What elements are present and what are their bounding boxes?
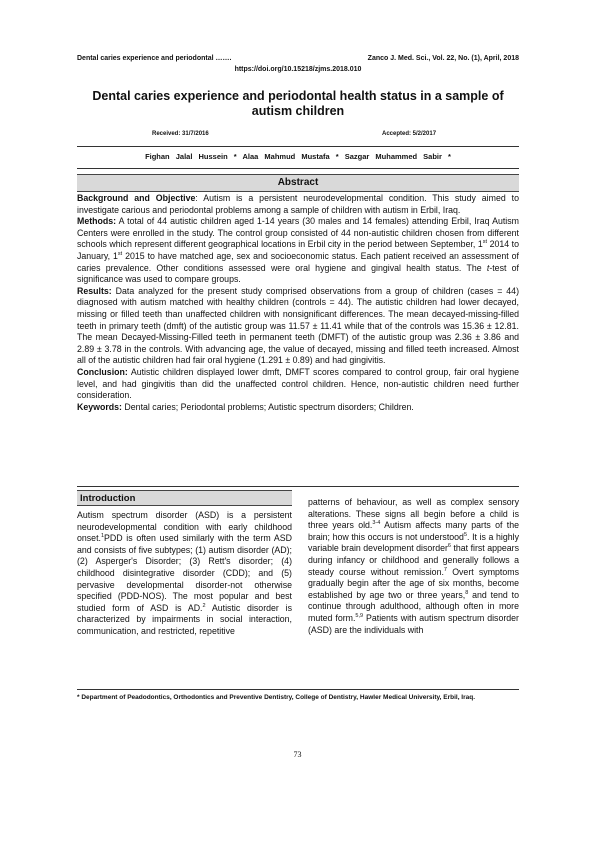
intro-text: Overt symptoms gradually begin after the age of six months, become established by age two or three years, (308, 566, 519, 600)
doi-link[interactable]: https://doi.org/10.15218/zjms.2018.010 (234, 66, 362, 73)
abstract-conclusion (77, 367, 519, 402)
journal-citation: Zanco J. Med. Sci., Vol. 22, No. (1), April, 2018 (367, 55, 519, 62)
methods-text: 2014 to January, 1 (77, 239, 520, 261)
methods-italic: t (486, 262, 490, 273)
citation-ref: 3-4 (372, 520, 381, 527)
introduction-column-1 (77, 510, 292, 638)
accepted-date: Accepted: 5/2/2017 (382, 131, 437, 137)
background-text: : Autism is a persistent neurodevelopmental condition. This study aimed to investigate carious and periodontal problems among a sample of children with autism in Erbil, Iraq. (77, 193, 519, 215)
abstract-body (77, 193, 519, 413)
superscript: st (482, 239, 488, 246)
divider-top (77, 146, 519, 147)
intro-text: . It is a highly variable brain development disorder (308, 531, 520, 554)
abstract-background (77, 193, 519, 216)
paper-title: Dental caries experience and periodontal health status in a sample of autism children (92, 89, 504, 118)
background-label: Background and Objective (77, 193, 196, 203)
citation-ref: 8 (465, 589, 469, 596)
conclusion-text: Autistic children displayed lower dmft, DMFT scores compared to control group, fair oral hygiene level, and had gingivitis than did the unaffected control children. Hence, non-autistic children need further consideration. (77, 366, 519, 401)
methods-label: Methods: (77, 216, 117, 227)
citation-ref: 6 (447, 543, 451, 550)
divider-abstract (77, 486, 519, 487)
intro-text: Patients with autism spectrum disorder (ASD) are the individuals with (308, 612, 519, 635)
abstract-methods (77, 216, 519, 286)
methods-text: A total of 44 autistic children aged 1-14 years (30 males and 14 females) attending Erbil, Iraq Autism Centers were enrolled in the study. The control group consisted of 44 non-autistic children chosen from different schools which represent different geographical locations in Erbil city in the period between September, 1 (77, 216, 519, 250)
intro-text: and tend to continue through adulthood, although often in more muted form. (308, 589, 520, 623)
intro-text: Autistic disorder is characterized by impairments in social interaction, communication, and restricted, repetitive (77, 602, 292, 636)
keywords-text: Dental caries; Periodontal problems; Autistic spectrum disorders; Children. (121, 401, 414, 412)
superscript: st (117, 251, 123, 258)
citation-ref: 1 (100, 533, 105, 540)
citation-ref: 5 (463, 531, 468, 538)
intro-text: Autism affects many parts of the brain; how this occurs is not understood (308, 520, 519, 542)
intro-text: patterns of behaviour, as well as complex sensory alterations. These signs all begin before a child is three years old. (308, 497, 519, 531)
citation-ref: 5,9 (355, 613, 364, 620)
page-number: 73 (293, 750, 302, 759)
authors: Fighan Jalal Hussein * Alaa Mahmud Mustafa * Sazgar Muhammed Sabir * (145, 152, 451, 161)
footnote-divider (77, 689, 519, 690)
conclusion-label: Conclusion: (77, 366, 128, 377)
methods-text: 2015 to have matched age, sex and socioeconomic status. Each patient received an assessment of caries prevalence. Other conditions assessed were oral hygiene and gingival health status. The (77, 250, 519, 273)
introduction-column-2 (308, 497, 519, 636)
citation-ref: 2 (202, 602, 206, 609)
intro-text: that first appears during infancy or childhood and generally follows a steady course without remission. (308, 543, 520, 577)
abstract-keywords (77, 402, 519, 414)
introduction-heading: Introduction (77, 490, 292, 506)
running-title: Dental caries experience and periodontal ……. (77, 55, 232, 62)
methods-text: -test of significance was used to compare groups. (77, 262, 520, 285)
intro-text: PDD is often used similarly with the term ASD and consists of five subtypes; (1) autism disorder (AD); (2) Asperger's Disorder; (3) Rett's disorder; (4) childhood disintegrative disorder (CDD); and (5) pervasive developmental disorder-not otherwise specified (PDD-NOS). The most popular and best studied form of ASD is AD. (77, 533, 292, 613)
results-label: Results: (77, 285, 112, 296)
received-date: Received: 31/7/2016 (152, 131, 209, 137)
keywords-label: Keywords: (77, 401, 122, 412)
citation-ref: 7 (443, 566, 447, 573)
abstract-results (77, 286, 519, 367)
divider-authors (77, 168, 519, 169)
abstract-heading: Abstract (77, 174, 519, 192)
results-text: Data analyzed for the present study comprised observations from a group of children (cases = 44) diagnosed with autism matched with healthy children (controls = 44). The autistic children had lower decayed, missing or filled teeth than unaffected children with nonsignificant differences. The mean decayed-missing-filled teeth in primary teeth (dmft) of the autistic group was 11.57 ± 11.41 while that of the controls was 15.36 ± 12.81. The mean Decayed-Missing-Filled teeth in permanent teeth (DMFT) of the autistic group was 2.36 ± 3.86 and 2.89 ± 3.78 in the controls. With advancing age, the value of decayed, missing and filled teeth increased. Almost all of the autistic children had fair oral hygiene (1.291 ± 0.89) and had gingivitis. (77, 285, 519, 366)
intro-text: Autism spectrum disorder (ASD) is a persistent neurodevelopmental condition with early childhood onset. (77, 510, 292, 544)
affiliation-footnote: * Department of Peadodontics, Orthodontics and Preventive Dentistry, College of Dentistry, Hawler Medical University, Erbil, Iraq. (77, 694, 476, 701)
